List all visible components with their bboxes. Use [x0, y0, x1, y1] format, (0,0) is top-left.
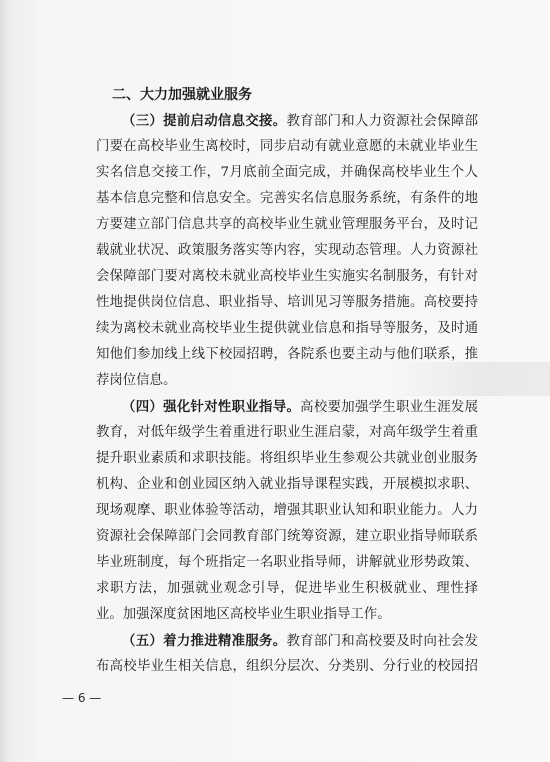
paragraph-line: 求职方法，加强就业观念引导，促进毕业生积极就业、理性择 [96, 581, 478, 596]
section-heading: 二、大力加强就业服务 [112, 87, 252, 103]
paragraph-line: 知他们参加线上线下校园招聘，各院系也要主动与他们联系，推 [96, 347, 478, 362]
paragraph-line: 载就业状况、政策服务落实等内容，实现动态管理。人力资源社 [96, 243, 478, 258]
paragraph-first-line [96, 394, 478, 420]
page-number: — 6 — [62, 691, 102, 705]
paragraph-line: 现场观摩、职业体验等活动，增强其职业认知和职业能力。人力 [96, 503, 478, 518]
paragraph-line: 业。加强深度贫困地区高校毕业生职业指导工作。 [96, 607, 391, 622]
paragraph-line: 续为离校未就业高校毕业生提供就业信息和指导等服务，及时通 [96, 321, 478, 336]
paragraph-line: 性地提供岗位信息、职业指导、培训见习等服务措施。高校要持 [96, 295, 478, 310]
paragraph-lead: （五）着力推进精准服务。 [122, 633, 287, 649]
paragraph-line: 方要建立部门信息共享的高校毕业生就业管理服务平台，及时记 [96, 217, 478, 232]
paragraph-lead: （四）强化针对性职业指导。 [122, 399, 301, 415]
paragraph-line: 荐岗位信息。 [96, 373, 177, 388]
paragraph-line: 实名信息交接工作，7月底前全面完成，并确保高校毕业生个人 [96, 165, 478, 180]
paragraph-first-line [96, 108, 478, 134]
paragraph-line: 会保障部门要对离校未就业高校毕业生实施实名制服务，有针对 [96, 269, 478, 284]
paragraph-line-text: 教育部门和高校要及时向社会发 [286, 634, 478, 649]
paragraph-first-line [96, 628, 478, 654]
paragraph-line: 布高校毕业生相关信息，组织分层次、分类别、分行业的校园招 [96, 659, 478, 674]
paragraph-line-text: 教育部门和人力资源社会保障部 [286, 114, 478, 129]
paragraph-line: 资源社会保障部门会同教育部门统筹资源，建立职业指导师联系 [96, 529, 478, 544]
paragraph-line-text: 高校要加强学生职业生涯发展 [300, 400, 478, 415]
paragraph-line: 机构、企业和创业园区纳入就业指导课程实践，开展模拟求职、 [96, 477, 478, 492]
paragraph-line: 门要在高校毕业生离校时，同步启动有就业意愿的未就业毕业生 [96, 139, 478, 154]
paragraph-lead: （三）提前启动信息交接。 [122, 113, 287, 129]
paragraph-line: 提升职业素质和求职技能。将组织毕业生参观公共就业创业服务 [96, 451, 478, 466]
paragraph-line: 教育，对低年级学生着重进行职业生涯启蒙，对高年级学生着重 [96, 425, 478, 440]
paragraph-line: 基本信息完整和信息安全。完善实名信息服务系统，有条件的地 [96, 191, 478, 206]
paragraph-line: 毕业班制度，每个班指定一名职业指导师，讲解就业形势政策、 [96, 555, 478, 570]
document-body [96, 82, 478, 680]
